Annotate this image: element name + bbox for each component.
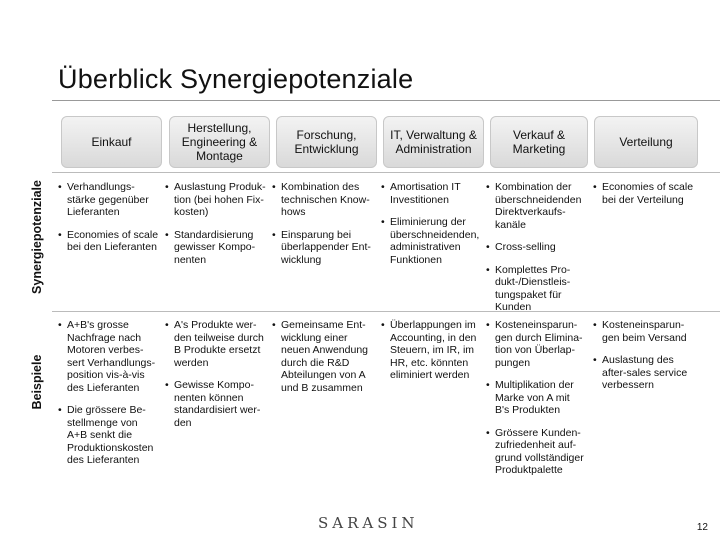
row-divider-top [52, 172, 720, 173]
header-forschung: Forschung, Entwicklung [276, 116, 377, 168]
example-forschung [272, 319, 380, 394]
example-it [381, 319, 489, 382]
list-item: • Kosteneinsparun- gen beim Versand [593, 319, 705, 344]
header-verkauf: Verkauf & Marketing [490, 116, 588, 168]
example-verteilung [593, 319, 705, 392]
list-item: • Kombination des technischen Know- hows [272, 181, 380, 219]
list-item: • Gemeinsame Ent- wicklung einer neuen Anwendung durch die R&D Abteilungen von A und B zusammen [272, 319, 380, 394]
list-item: • Grössere Kunden- zufriedenheit auf- grund vollständiger Produktpalette [486, 427, 594, 477]
page-title: Überblick Synergiepotenziale [58, 64, 414, 94]
title-divider [52, 100, 720, 101]
list-item: • A+B's grosse Nachfrage nach Motoren verbes- sert Verhandlungs- position vis-à-vis des Lieferanten [58, 319, 166, 394]
example-verkauf [486, 319, 594, 477]
row-divider-middle [52, 311, 720, 312]
list-item: • Cross-selling [486, 241, 594, 254]
list-item: • Multiplikation der Marke von A mit B's Produkten [486, 379, 594, 417]
synergy-herstellung [165, 181, 273, 266]
header-einkauf: Einkauf [61, 116, 162, 168]
list-item: • Einsparung bei überlappender Ent- wicklung [272, 229, 380, 267]
list-item: • Economies of scale bei der Verteilung [593, 181, 705, 206]
sarasin-logo: SARASIN [318, 514, 419, 532]
list-item: • Komplettes Pro- dukt-/Dienstleis- tungspaket für Kunden [486, 264, 594, 314]
list-item: • Eliminierung der überschneidenden, administrativen Funktionen [381, 216, 489, 266]
list-item: • Economies of scale bei den Lieferanten [58, 229, 166, 254]
list-item: • Gewisse Kompo- nenten können standardisiert wer- den [165, 379, 273, 429]
synergy-verteilung [593, 181, 705, 206]
list-item: • Kombination der überschneidenden Direktverkaufs- kanäle [486, 181, 594, 231]
list-item: • Standardisierung gewisser Kompo- nenten [165, 229, 273, 267]
synergy-forschung [272, 181, 380, 266]
list-item: • Auslastung Produk- tion (bei hohen Fix- kosten) [165, 181, 273, 219]
row-label-synergiepotenziale: Synergiepotenziale [30, 180, 44, 294]
synergy-it [381, 181, 489, 266]
example-herstellung [165, 319, 273, 429]
synergy-verkauf [486, 181, 594, 314]
header-herstellung: Herstellung, Engineering & Montage [169, 116, 270, 168]
list-item: • Auslastung des after-sales service verbessern [593, 354, 705, 392]
page-number: 12 [696, 522, 708, 533]
list-item: • Verhandlungs- stärke gegenüber Lieferanten [58, 181, 166, 219]
list-item: • Die grössere Be- stellmenge von A+B senkt die Produktionskosten des Lieferanten [58, 404, 166, 467]
list-item: • Kosteneinsparun- gen durch Elimina- tion von Überlap- pungen [486, 319, 594, 369]
example-einkauf [58, 319, 166, 467]
list-item: • A's Produkte wer- den teilweise durch B Produkte ersetzt werden [165, 319, 273, 369]
header-verteilung: Verteilung [594, 116, 698, 168]
header-it: IT, Verwaltung & Administration [383, 116, 484, 168]
row-label-beispiele: Beispiele [30, 354, 44, 410]
list-item: • Amortisation IT Investitionen [381, 181, 489, 206]
list-item: • Überlappungen im Accounting, in den Steuern, im IR, im HR, etc. könnten eliminiert werden [381, 319, 489, 382]
synergy-einkauf [58, 181, 166, 254]
